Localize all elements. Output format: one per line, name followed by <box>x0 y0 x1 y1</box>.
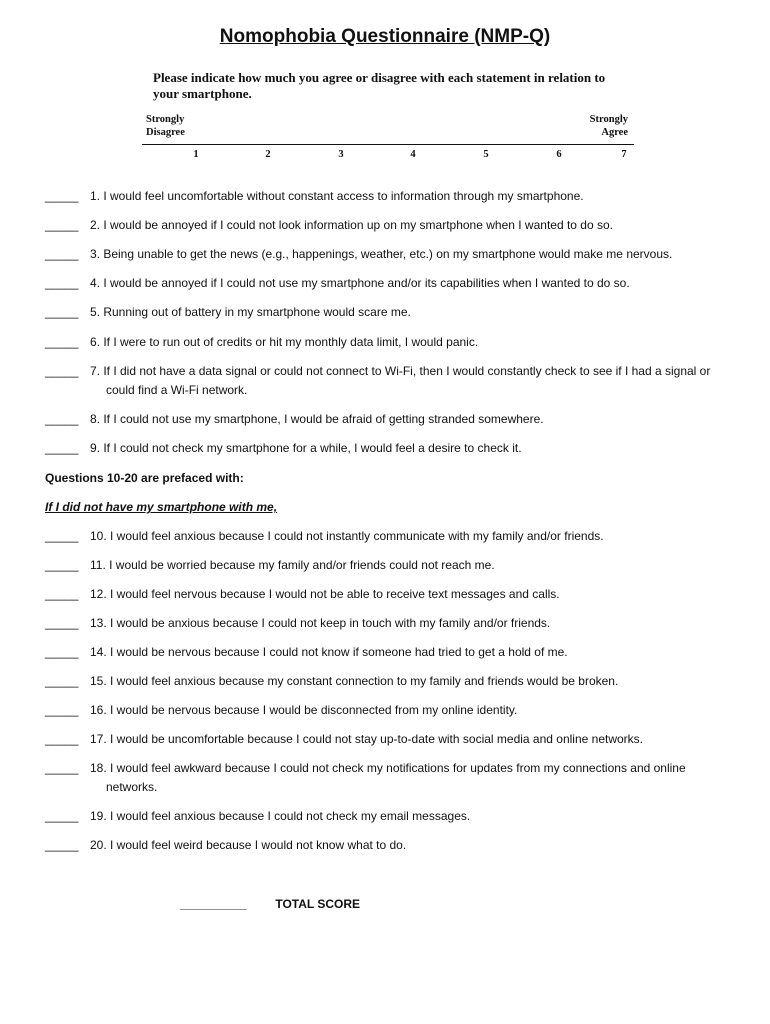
question-item-18 <box>45 759 725 797</box>
question-item-1 <box>45 187 725 206</box>
question-text: 19. I would feel anxious because I could not check my email messages. <box>90 809 471 823</box>
scale-right-anchor-line1: Strongly <box>589 114 628 125</box>
question-text: 4. I would be annoyed if I could not use my smartphone and/or its capabilities when I wanted to do so. <box>90 276 630 290</box>
question-item-4 <box>45 274 725 293</box>
question-text: 8. If I could not use my smartphone, I would be afraid of getting stranded somewhere. <box>90 412 544 426</box>
answer-blank[interactable]: _____ <box>45 761 79 775</box>
answer-blank[interactable]: _____ <box>45 558 79 572</box>
answer-blank[interactable]: _____ <box>45 218 79 232</box>
question-item-16 <box>45 701 725 720</box>
preface-text: If I did not have my smartphone with me, <box>45 500 278 514</box>
likert-scale <box>142 113 634 163</box>
question-text: 16. I would be nervous because I would be disconnected from my online identity. <box>90 703 518 717</box>
question-item-3 <box>45 245 725 264</box>
answer-blank[interactable]: _____ <box>45 732 79 746</box>
total-score-label: TOTAL SCORE <box>275 897 361 911</box>
answer-blank[interactable]: _____ <box>45 247 79 261</box>
question-text: 14. I would be nervous because I could not know if someone had tried to get a hold of me. <box>90 645 568 659</box>
question-text: 20. I would feel weird because I would not know what to do. <box>90 838 407 852</box>
question-item-12 <box>45 585 725 604</box>
scale-point-5: 5 <box>483 149 489 160</box>
question-item-14 <box>45 643 725 662</box>
answer-blank[interactable]: _____ <box>45 616 79 630</box>
answer-blank[interactable]: _____ <box>45 335 79 349</box>
question-text: 5. Running out of battery in my smartphone would scare me. <box>90 305 411 319</box>
question-text: 11. I would be worried because my family and/or friends could not reach me. <box>90 558 495 572</box>
answer-blank[interactable]: _____ <box>45 305 79 319</box>
question-text: 15. I would feel anxious because my constant connection to my family and friends would be broken. <box>90 674 619 688</box>
question-item-10 <box>45 527 725 546</box>
answer-blank[interactable]: _____ <box>45 838 79 852</box>
total-score-blank[interactable]: __________ <box>180 897 247 911</box>
question-item-13 <box>45 614 725 633</box>
scale-left-anchor-line2: Disagree <box>146 127 185 138</box>
scale-left-anchor <box>146 113 185 139</box>
scale-point-3: 3 <box>338 149 344 160</box>
question-item-19 <box>45 807 725 826</box>
answer-blank[interactable]: _____ <box>45 412 79 426</box>
scale-right-anchor <box>590 113 628 139</box>
scale-point-7: 7 <box>621 149 627 160</box>
answer-blank[interactable]: _____ <box>45 645 79 659</box>
answer-blank[interactable]: _____ <box>45 441 79 455</box>
question-text: 2. I would be annoyed if I could not look information up on my smartphone when I wanted to do so. <box>90 218 613 232</box>
scale-point-1: 1 <box>193 149 199 160</box>
scale-point-2: 2 <box>265 149 271 160</box>
answer-blank[interactable]: _____ <box>45 703 79 717</box>
question-text: 7. If I did not have a data signal or could not connect to Wi-Fi, then I would constantly check to see if I had a signal or could find a Wi-Fi network. <box>90 364 711 397</box>
question-item-9 <box>45 439 725 458</box>
total-score <box>180 895 360 914</box>
answer-blank[interactable]: _____ <box>45 189 79 203</box>
instruction-text: Please indicate how much you agree or disagree with each statement in relation to your smartphone. <box>153 70 606 101</box>
question-text: 6. If I were to run out of credits or hit my monthly data limit, I would panic. <box>90 335 479 349</box>
question-text: 1. I would feel uncomfortable without constant access to information through my smartphone. <box>90 189 584 203</box>
question-text: 18. I would feel awkward because I could not check my notifications for updates from my connections and online networks. <box>90 761 686 794</box>
question-item-15 <box>45 672 725 691</box>
answer-blank[interactable]: _____ <box>45 276 79 290</box>
question-item-17 <box>45 730 725 749</box>
question-text: 9. If I could not check my smartphone for a while, I would feel a desire to check it. <box>90 441 522 455</box>
question-text: 13. I would be anxious because I could not keep in touch with my family and/or friends. <box>90 616 551 630</box>
answer-blank[interactable]: _____ <box>45 674 79 688</box>
question-item-8 <box>45 410 725 429</box>
scale-left-anchor-line1: Strongly <box>146 114 185 125</box>
question-item-20 <box>45 836 725 855</box>
scale-point-4: 4 <box>410 149 416 160</box>
question-text: 3. Being unable to get the news (e.g., happenings, weather, etc.) on my smartphone would make me nervous. <box>90 247 673 261</box>
question-item-7 <box>45 362 725 400</box>
answer-blank[interactable]: _____ <box>45 587 79 601</box>
question-item-2 <box>45 216 725 235</box>
question-text: 17. I would be uncomfortable because I could not stay up-to-date with social media and online networks. <box>90 732 643 746</box>
scale-right-anchor-line2: Agree <box>601 127 628 138</box>
question-text: 12. I would feel nervous because I would not be able to receive text messages and calls. <box>90 587 560 601</box>
question-item-5 <box>45 303 725 322</box>
answer-blank[interactable]: _____ <box>45 364 79 378</box>
answer-blank[interactable]: _____ <box>45 529 79 543</box>
question-item-6 <box>45 333 725 352</box>
section-heading: Questions 10-20 are prefaced with: <box>45 471 244 485</box>
answer-blank[interactable]: _____ <box>45 809 79 823</box>
page-title: Nomophobia Questionnaire (NMP-Q) <box>219 26 551 47</box>
question-text: 10. I would feel anxious because I could not instantly communicate with my family and/or friends. <box>90 529 604 543</box>
question-item-11 <box>45 556 725 575</box>
scale-rule <box>142 144 634 145</box>
scale-point-6: 6 <box>556 149 562 160</box>
